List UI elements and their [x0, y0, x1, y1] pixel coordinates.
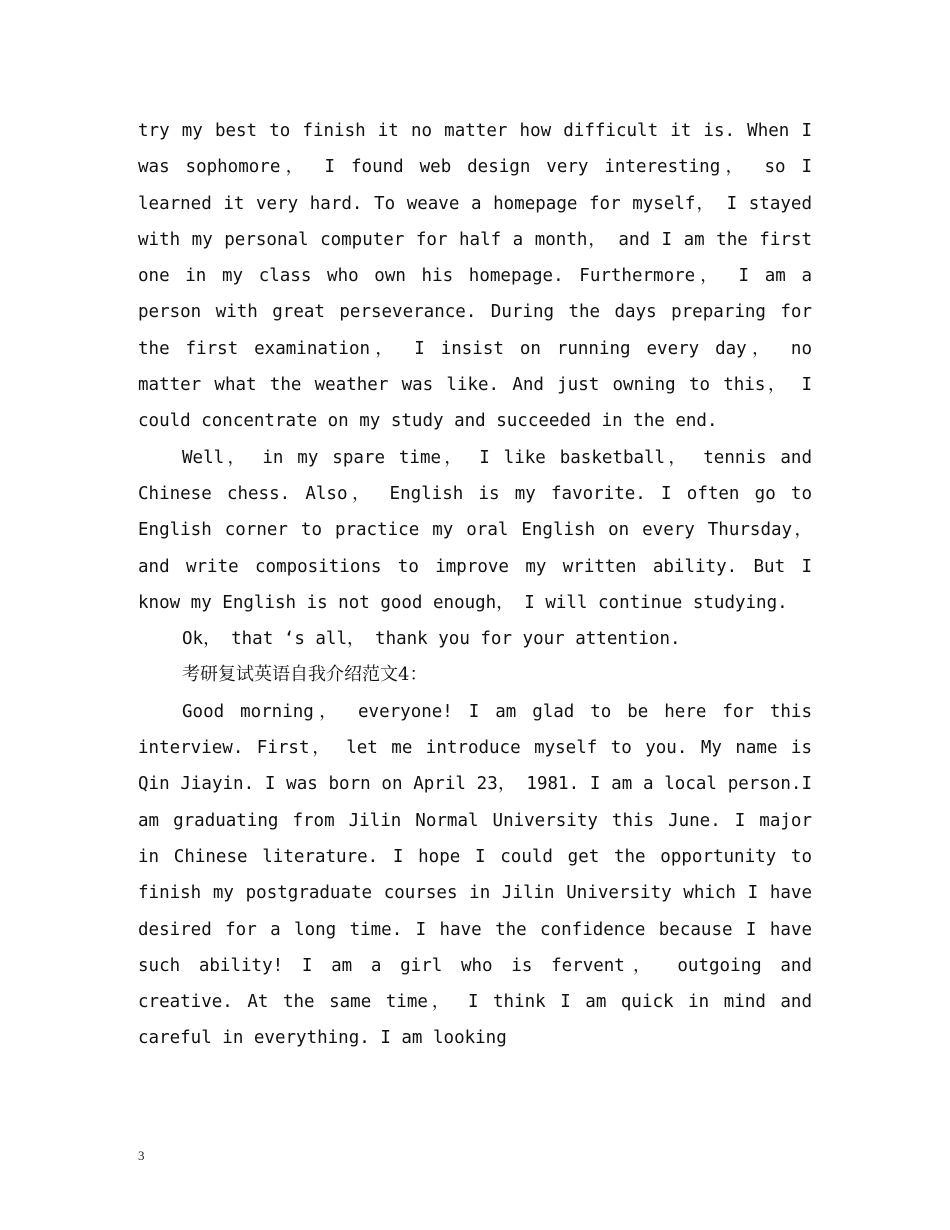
section-heading: 考研复试英语自我介绍范文4：: [182, 664, 428, 686]
page-number: 3: [138, 1148, 145, 1163]
paragraph-hobbies: Well， in my spare time， I like basketball， tennis and Chinese chess. Also， English is my favorite. I often go to English corner to practice my oral English on every Thursday， and write compositions to improve my written ability. But I know my English is not good enough， I will continue studying.: [138, 447, 812, 613]
paragraph-continuation: try my best to finish it no matter how difficult it is. When I was sophomore， I found web design very interesting， so I learned it very hard. To weave a homepage for myself， I stayed with my personal computer for half a month， and I am the first one in my class who own his homepage. Furthermore， I am a person with great perseverance. During the days preparing for the first examination， I insist on running every day， no matter what the weather was like. And just owning to this， I could concentrate on my study and succeeded in the end.: [138, 121, 812, 432]
document-body: [138, 113, 812, 1057]
paragraph-closing: Ok， that ‘s all， thank you for your attention.: [182, 629, 681, 650]
paragraph-introduction: Good morning， everyone! I am glad to be here for this interview. First， let me introduce myself to you. My name is Qin Jiayin. I was born on April 23， 1981. I am a local person.I am graduating from Jilin Normal University this June. I major in Chinese literature. I hope I could get the opportunity to finish my postgraduate courses in Jilin University which I have desired for a long time. I have the confidence because I have such ability! I am a girl who is fervent， outgoing and creative. At the same time， I think I am quick in mind and careful in everything. I am looking: [138, 701, 812, 1049]
